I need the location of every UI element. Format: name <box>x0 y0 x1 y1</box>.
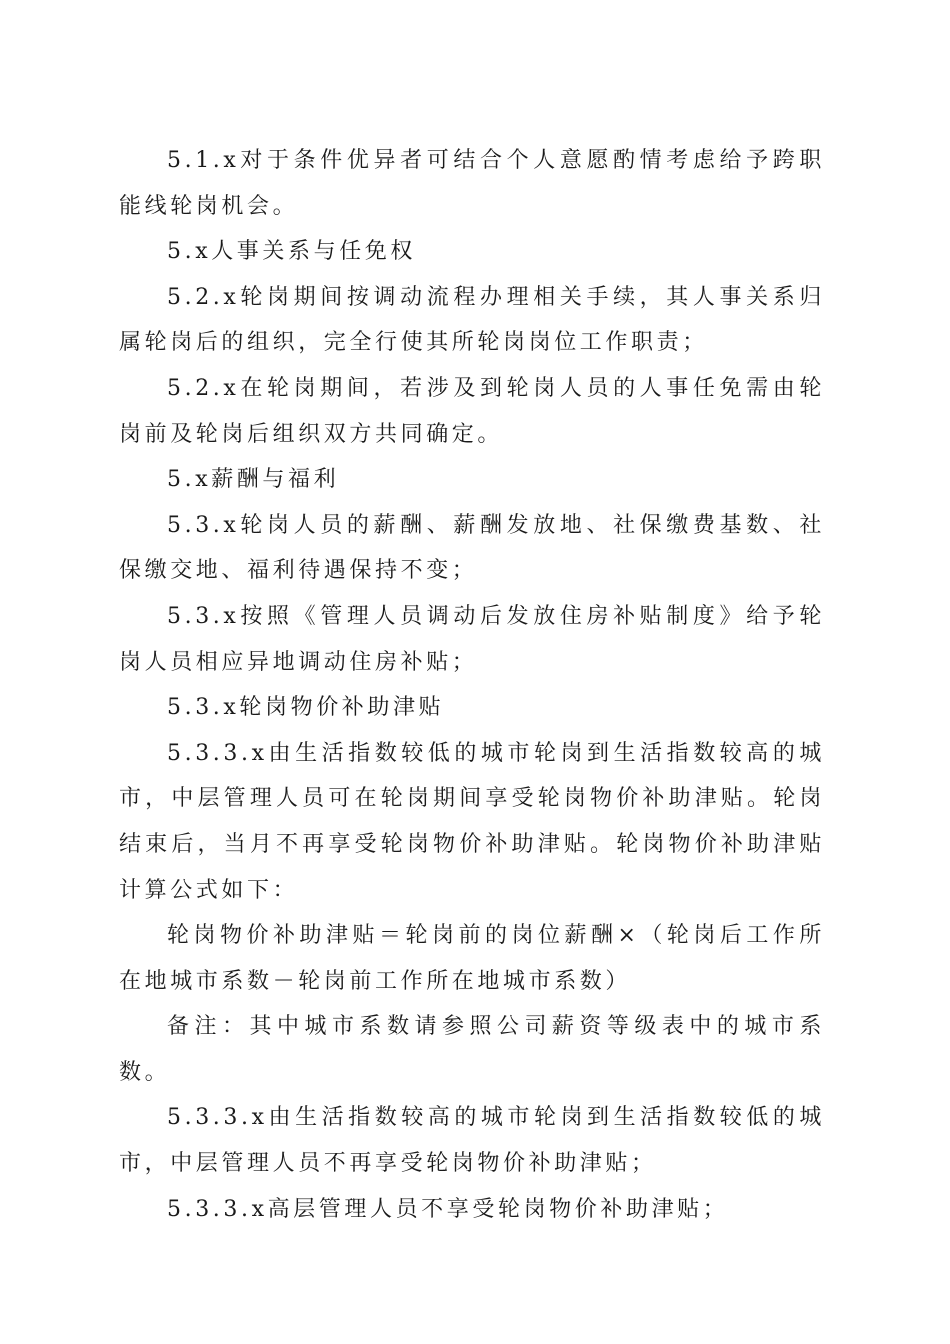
paragraph-5-1-x-cross-function: 5.1.x对于条件优异者可结合个人意愿酌情考虑给予跨职能线轮岗机会。 <box>119 148 825 219</box>
heading-price-allowance: 5.3.x轮岗物价补助津贴 <box>167 695 445 721</box>
paragraph-5-2-x-procedures: 5.2.x轮岗期间按调动流程办理相关手续，其人事关系归属轮岗后的组织，完全行使其所轮岗岗位工作职责； <box>119 284 825 356</box>
paragraph-5-3-x-salary-unchanged: 5.3.x轮岗人员的薪酬、薪酬发放地、社保缴费基数、社保缴交地、福利待遇保持不变； <box>119 512 825 584</box>
paragraph-5-3-3-x-high-to-low: 5.3.3.x由生活指数较高的城市轮岗到生活指数较低的城市，中层管理人员不再享受轮岗物价补助津贴； <box>119 1105 825 1177</box>
note-paragraph: 备注：其中城市系数请参照公司薪资等级表中的城市系数。 <box>119 1014 825 1085</box>
heading-personnel-relations: 5.x人事关系与任免权 <box>167 239 416 265</box>
formula-paragraph: 轮岗物价补助津贴＝轮岗前的岗位薪酬×（轮岗后工作所在地城市系数－轮岗前工作所在地城市系数） <box>119 923 825 994</box>
document-page <box>119 138 825 1232</box>
paragraph-5-3-3-x-senior-management: 5.3.3.x高层管理人员不享受轮岗物价补助津贴； <box>167 1196 729 1222</box>
heading-salary-welfare: 5.x薪酬与福利 <box>167 467 340 493</box>
paragraph-5-3-3-x-low-to-high: 5.3.3.x由生活指数较低的城市轮岗到生活指数较高的城市，中层管理人员可在轮岗期间享受轮岗物价补助津贴。轮岗结束后，当月不再享受轮岗物价补助津贴。轮岗物价补助津贴计算公式如下： <box>119 740 825 903</box>
paragraph-5-3-x-housing-subsidy: 5.3.x按照《管理人员调动后发放住房补贴制度》给予轮岗人员相应异地调动住房补贴； <box>119 603 825 675</box>
paragraph-5-2-x-appointment: 5.2.x在轮岗期间，若涉及到轮岗人员的人事任免需由轮岗前及轮岗后组织双方共同确定。 <box>119 375 825 447</box>
